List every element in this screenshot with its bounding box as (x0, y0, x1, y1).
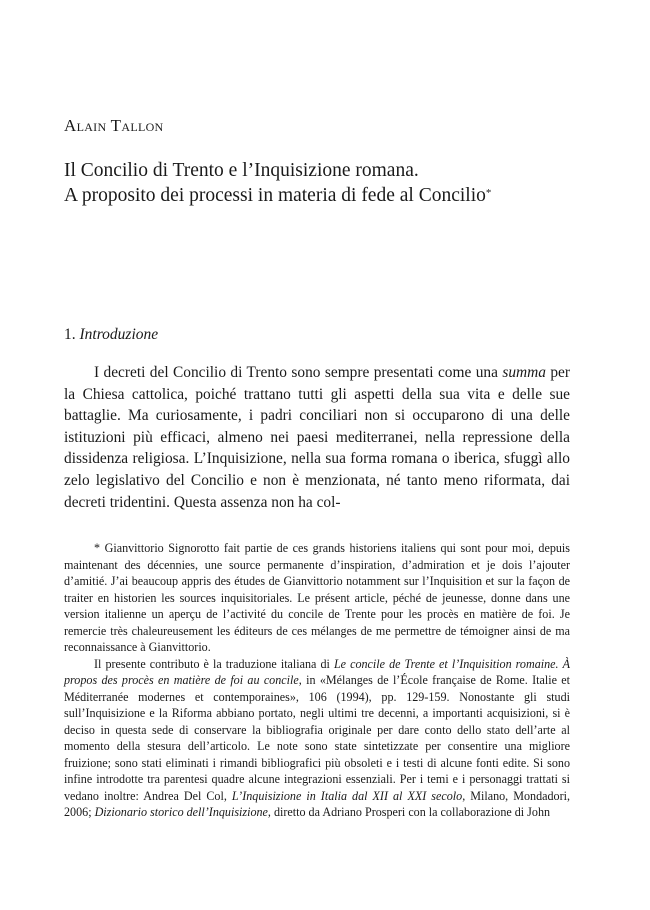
fn2-text-a: Il presente contributo è la traduzione italiana di (94, 656, 334, 671)
footnotes (64, 540, 570, 821)
section-heading (64, 326, 158, 344)
title-line-2-text: A proposito dei processi in materia di fede al Concilio (64, 185, 486, 206)
fn2-text-d: , diretto da Adriano Prosperi con la collaborazione di John (267, 805, 551, 819)
author-name: Alain Tallon (64, 116, 164, 135)
title-footnote-mark: * (485, 187, 492, 199)
fn2-title-1: Le concile de Trente et l’Inquisition romaine. À propos des procès en matière de foi au concile (64, 656, 570, 687)
section-name: Introduzione (79, 326, 159, 343)
fn2-title-3: Dizionario storico dell’Inquisizione (94, 805, 268, 819)
fn2-title-2: L’Inquisizione in Italia dal XII al XXI secolo (231, 788, 463, 803)
fn2-text-c: , Milano, Mondadori, 2006; (64, 788, 571, 819)
body-text-b: per la Chiesa cattolica, poiché trattano tutti gli aspetti della sua vita e delle sue battaglie. Ma curiosamente, i padri conciliari non si occuparono di una delle istituzioni più efficaci, almeno nei paesi mediterranei, nella repressione della dissidenza religiosa. L’Inquisizione, nella sua forma romana o iberica, sfuggì allo zelo legislativo del Concilio e non è menzionata, né tanto meno riformata, dai decreti tridentini. Questa assenza non ha col- (64, 364, 571, 511)
article-title (64, 158, 570, 208)
body-emphasis: summa (502, 364, 546, 381)
body-text-a: I decreti del Concilio di Trento sono sempre presentati come una (94, 364, 503, 381)
title-line-1: Il Concilio di Trento e l’Inquisizione romana. (64, 160, 419, 181)
fn2-text-b: , in «Mélanges de l’École française de Rome. Italie et Méditerranée modernes et contemporaines», 106 (1994), pp. 129-159. Nonostante gli studi sull’Inquisizione e la Riforma abbiano portato, negli ultimi tre decenni, a importanti acquisizioni, si è deciso in questa sede di conservare la bibliografia originale per dare conto dello stato dell’arte al momento della stesura dell’articolo. Le note sono state sintetizzate per consentire una migliore fruizione; sono stati eliminati i rimandi bibliografici più obsoleti e i testi di alcune fonti edite. Si sono infine introdotte tra parentesi quadre alcune integrazioni essenziali. Per i temi e i personaggi trattati si vedano inoltre: Andrea Del Col, (64, 673, 571, 803)
footnote-2 (64, 656, 570, 821)
title-line-2 (64, 183, 570, 208)
footnote-1: * Gianvittorio Signorotto fait partie de ces grands historiens italiens qui sont pour moi, depuis maintenant des décennies, une source permanente d’inspiration, d’admiration et je dois l’ajouter d’amitié. J’ai beaucoup appris des études de Gianvittorio notamment sur l’Inquisition et sur la façon de traiter en historien les sources inquisitoriales. Le présent article, péché de jeunesse, donne dans une version italienne un aperçu de l’activité du concile de Trente pour les procès en matière de foi. Je remercie très chaleureusement les éditeurs de ces mélanges de me permettre de témoigner ainsi de ma reconnaissance à Gianvittorio. (64, 541, 570, 654)
body-paragraph (64, 362, 570, 513)
section-number: 1. (64, 326, 76, 343)
